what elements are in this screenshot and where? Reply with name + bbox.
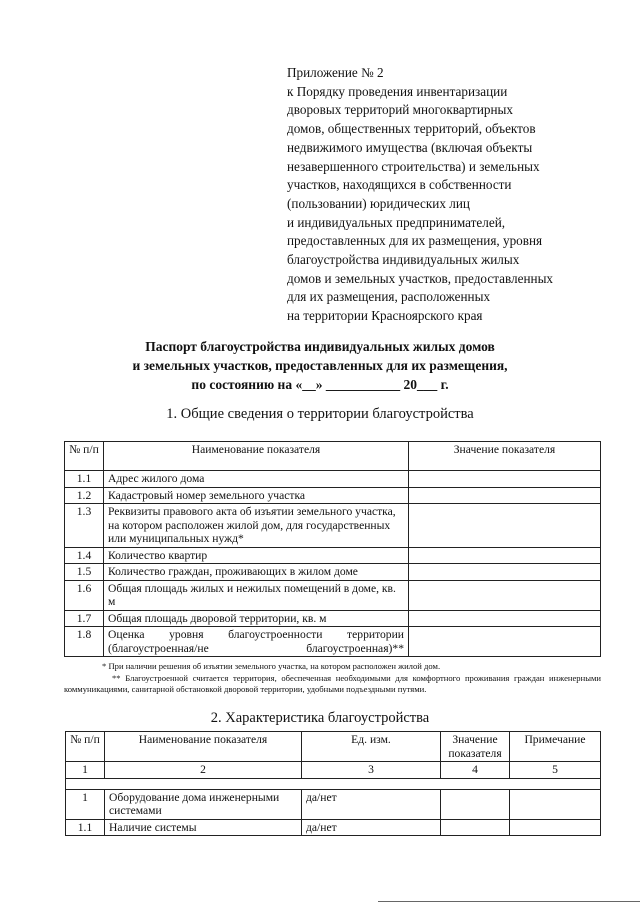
row-value: [409, 471, 601, 488]
passport-title: [40, 337, 600, 394]
row-num: 1.1: [66, 819, 105, 836]
row-num: 1.4: [65, 547, 104, 564]
table-row: [65, 610, 601, 627]
row-value: [441, 819, 510, 836]
row-name: Общая площадь жилых и нежилых помещений в доме, кв. м: [104, 580, 409, 610]
appendix-line: домов, общественных территорий, объектов: [287, 121, 536, 137]
row-num: 1.6: [65, 580, 104, 610]
column-number: 2: [105, 762, 302, 779]
appendix-line: недвижимого имущества (включая объекты: [287, 139, 533, 155]
table-row: [65, 504, 601, 548]
column-number: 5: [510, 762, 601, 779]
header-value: Значение показателя: [409, 442, 601, 471]
header-unit: Ед. изм.: [302, 732, 441, 762]
row-value: [441, 789, 510, 819]
appendix-line: и индивидуальных предпринимателей,: [287, 214, 506, 230]
row-note: [510, 819, 601, 836]
header-name: Наименование показателя: [104, 442, 409, 471]
appendix-line: участков, находящихся в собственности: [287, 177, 512, 193]
row-name: Кадастровый номер земельного участка: [104, 487, 409, 504]
row-name: Реквизиты правового акта об изъятии земельного участка, на котором расположен жилой дом, для государственных или муниципальных нужд*: [104, 504, 409, 548]
row-note: [510, 789, 601, 819]
column-number: 1: [66, 762, 105, 779]
row-name: Общая площадь дворовой территории, кв. м: [104, 610, 409, 627]
column-number-row: [66, 762, 601, 779]
passport-title-line: по состоянию на «__» ___________ 20___ г.: [191, 377, 449, 392]
appendix-line: к Порядку проведения инвентаризации: [287, 83, 508, 99]
row-name: Количество квартир: [104, 547, 409, 564]
passport-title-line: и земельных участков, предоставленных для их размещения,: [132, 358, 508, 373]
row-num: 1: [66, 789, 105, 819]
footnote-2: ** Благоустроенной считается территория, обеспеченная необходимыми для комфортного проживания граждан инженерными коммуникациями, санитарной обстановкой дворовой территории, удобными подъездными путями.: [64, 672, 601, 694]
row-num: 1.2: [65, 487, 104, 504]
appendix-line: домов и земельных участков, предоставленных: [287, 270, 554, 286]
header-num: № п/п: [66, 732, 105, 762]
row-name: Количество граждан, проживающих в жилом доме: [104, 564, 409, 581]
table-row: [65, 547, 601, 564]
table-row: [65, 627, 601, 657]
row-value: [409, 564, 601, 581]
table-row: [66, 819, 601, 836]
passport-title-line: Паспорт благоустройства индивидуальных жилых домов: [145, 339, 495, 354]
table-row: [65, 564, 601, 581]
row-name: Наличие системы: [105, 819, 302, 836]
row-value: [409, 487, 601, 504]
appendix-line: для их размещения, расположенных: [287, 289, 491, 305]
appendix-line: незавершенного строительства) и земельных: [287, 158, 540, 174]
column-number: 4: [441, 762, 510, 779]
appendix-line: дворовых территорий многоквартирных: [287, 102, 513, 118]
row-unit: да/нет: [302, 819, 441, 836]
row-num: 1.8: [65, 627, 104, 657]
row-name: Адрес жилого дома: [104, 471, 409, 488]
appendix-line: предоставленных для их размещения, уровня: [287, 233, 543, 249]
row-value: [409, 610, 601, 627]
row-unit: да/нет: [302, 789, 441, 819]
row-name: Оценка уровня благоустроенности территории (благоустроенная/не благоустроенная)**: [104, 627, 409, 657]
header-note: Примечание: [510, 732, 601, 762]
row-value: [409, 504, 601, 548]
table-header-row: [66, 732, 601, 762]
appendix-line: благоустройства индивидуальных жилых: [287, 252, 520, 268]
page-edge-line: [378, 901, 640, 902]
table-row: [65, 580, 601, 610]
header-num: № п/п: [65, 442, 104, 471]
footnote-1: * При наличии решения об изъятии земельного участка, на котором расположен жилой дом.: [102, 661, 441, 671]
table-row: [65, 487, 601, 504]
appendix-header: [287, 64, 607, 326]
row-num: 1.3: [65, 504, 104, 548]
column-number: 3: [302, 762, 441, 779]
row-value: [409, 627, 601, 657]
row-num: 1.5: [65, 564, 104, 581]
footnotes: [64, 661, 601, 696]
row-name: Оборудование дома инженерными системами: [105, 789, 302, 819]
appendix-line: Приложение № 2: [287, 65, 384, 80]
header-value: Значение показателя: [441, 732, 510, 762]
appendix-line: (пользовании) юридических лиц: [287, 195, 470, 211]
appendix-line: на территории Красноярского края: [287, 308, 483, 324]
section2-title: 2. Характеристика благоустройства: [210, 710, 430, 726]
row-value: [409, 547, 601, 564]
table-row: [65, 471, 601, 488]
row-num: 1.1: [65, 471, 104, 488]
section1-title: 1. Общие сведения о территории благоустройства: [166, 406, 474, 422]
row-num: 1.7: [65, 610, 104, 627]
row-value: [409, 580, 601, 610]
table-row: [66, 789, 601, 819]
spacer-cell: [66, 778, 601, 789]
header-name: Наименование показателя: [105, 732, 302, 762]
table-header-row: [65, 442, 601, 471]
characteristics-table: [65, 731, 601, 836]
general-info-table: [64, 441, 601, 657]
spacer-row: [66, 778, 601, 789]
